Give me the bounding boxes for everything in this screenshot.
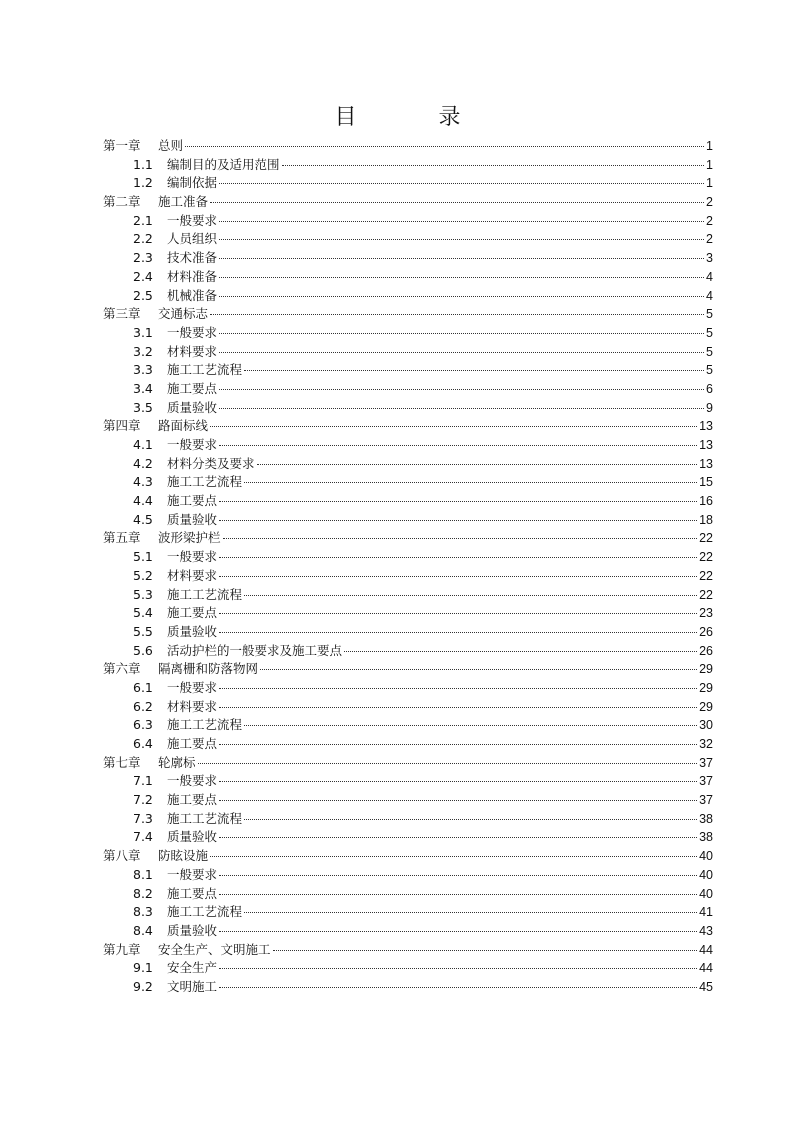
toc-entry-label: 施工要点 <box>167 380 218 396</box>
toc-entry-number: 6.1 <box>133 679 153 695</box>
toc-page-number: 22 <box>699 550 713 565</box>
toc-entry-label: 施工工艺流程 <box>167 717 243 733</box>
toc-entry-number: 4.1 <box>133 437 153 452</box>
toc-dot-leader <box>257 463 698 465</box>
toc-entry-number: 7.2 <box>133 792 153 808</box>
toc-page-number: 1 <box>706 157 713 172</box>
toc-section-entry[interactable] <box>103 249 713 268</box>
table-of-contents <box>103 137 713 997</box>
toc-entry-number: 第三章 <box>103 306 141 322</box>
toc-dot-leader <box>219 556 697 558</box>
toc-section-entry[interactable] <box>103 642 713 661</box>
toc-entry-label: 施工工艺流程 <box>167 904 243 920</box>
toc-page-number: 44 <box>699 942 713 957</box>
toc-page-number: 40 <box>699 867 713 882</box>
toc-page-number: 2 <box>706 213 713 228</box>
toc-section-entry[interactable] <box>103 268 713 287</box>
toc-entry-label: 一般要求 <box>167 324 218 340</box>
toc-chapter-entry[interactable] <box>103 193 713 212</box>
toc-dot-leader <box>282 164 705 166</box>
toc-page-number: 13 <box>699 419 713 434</box>
toc-entry-label: 施工要点 <box>167 885 218 901</box>
toc-entry-label: 质量验收 <box>167 829 218 845</box>
toc-section-entry[interactable] <box>103 212 713 231</box>
toc-dot-leader <box>244 724 697 726</box>
toc-entry-label: 路面标线 <box>158 418 209 434</box>
toc-dot-leader <box>219 575 697 577</box>
toc-page-number: 37 <box>699 793 713 808</box>
toc-page-number: 22 <box>699 587 713 602</box>
toc-dot-leader <box>273 949 698 951</box>
toc-entry-number: 第一章 <box>103 138 141 153</box>
toc-dot-leader <box>219 874 697 876</box>
toc-page-number: 5 <box>706 325 713 340</box>
toc-entry-label: 隔离栅和防落物网 <box>158 661 259 677</box>
toc-entry-number: 5.1 <box>133 549 153 565</box>
toc-entry-number: 2.5 <box>133 287 153 303</box>
toc-entry-number: 第八章 <box>103 848 141 864</box>
toc-dot-leader <box>219 967 697 969</box>
toc-entry-label: 施工工艺流程 <box>167 474 243 490</box>
toc-page-number: 43 <box>699 923 713 938</box>
toc-page-number: 40 <box>699 849 713 864</box>
toc-dot-leader <box>219 388 704 390</box>
toc-page-number: 2 <box>706 195 713 210</box>
toc-section-entry[interactable] <box>103 866 713 885</box>
toc-page-number: 22 <box>699 531 713 546</box>
toc-page-number: 26 <box>699 624 713 639</box>
toc-entry-label: 防眩设施 <box>158 848 209 864</box>
toc-section-entry[interactable] <box>103 828 713 847</box>
toc-entry-label: 轮廓标 <box>158 754 196 770</box>
toc-entry-label: 施工要点 <box>167 736 218 751</box>
toc-page-number: 18 <box>699 512 713 527</box>
toc-dot-leader <box>219 295 704 297</box>
toc-entry-number: 1.2 <box>133 175 153 191</box>
toc-dot-leader <box>260 668 697 670</box>
toc-chapter-entry[interactable] <box>103 137 713 156</box>
toc-dot-leader <box>219 519 697 521</box>
toc-dot-leader <box>219 836 697 838</box>
toc-section-entry[interactable] <box>103 380 713 399</box>
toc-entry-number: 第九章 <box>103 941 141 957</box>
toc-page-number: 37 <box>699 755 713 770</box>
toc-section-entry[interactable] <box>103 698 713 717</box>
toc-page-number: 13 <box>699 456 713 471</box>
toc-entry-number: 第二章 <box>103 194 141 210</box>
toc-entry-label: 编制目的及适用范围 <box>167 156 280 172</box>
toc-title: 目 录 <box>334 105 491 130</box>
toc-entry-label: 技术准备 <box>167 250 218 266</box>
toc-page-number: 5 <box>706 307 713 322</box>
toc-entry-number: 6.3 <box>133 717 153 733</box>
toc-dot-leader <box>244 594 697 596</box>
toc-page-number: 37 <box>699 774 713 789</box>
toc-entry-number: 3.3 <box>133 362 153 378</box>
toc-dot-leader <box>344 650 697 652</box>
toc-entry-number: 6.2 <box>133 698 153 714</box>
toc-entry-number: 4.5 <box>133 511 153 527</box>
toc-entry-number: 7.4 <box>133 829 153 845</box>
toc-dot-leader <box>219 743 697 745</box>
toc-dot-leader <box>219 930 697 932</box>
toc-chapter-entry[interactable] <box>103 660 713 679</box>
toc-entry-number: 6.4 <box>133 736 153 751</box>
toc-entry-number: 2.3 <box>133 250 153 266</box>
toc-entry-label: 质量验收 <box>167 399 218 415</box>
toc-entry-label: 材料要求 <box>167 698 218 714</box>
toc-page-number: 41 <box>699 905 713 920</box>
toc-section-entry[interactable] <box>103 492 713 511</box>
toc-section-entry[interactable] <box>103 548 713 567</box>
toc-entry-label: 一般要求 <box>167 773 218 789</box>
toc-entry-label: 一般要求 <box>167 212 218 228</box>
toc-entry-number: 3.4 <box>133 380 153 396</box>
toc-entry-label: 材料分类及要求 <box>167 455 255 471</box>
toc-dot-leader <box>219 612 697 614</box>
toc-entry-label: 材料要求 <box>167 567 218 583</box>
toc-dot-leader <box>244 481 697 483</box>
toc-section-entry[interactable] <box>103 772 713 791</box>
toc-entry-number: 8.2 <box>133 885 153 901</box>
toc-entry-label: 材料准备 <box>167 268 218 284</box>
toc-dot-leader <box>219 500 697 502</box>
toc-chapter-entry[interactable] <box>103 305 713 324</box>
toc-section-entry[interactable] <box>103 399 713 418</box>
toc-page-number: 38 <box>699 830 713 845</box>
toc-entry-label: 施工要点 <box>167 792 218 808</box>
toc-entry-number: 5.2 <box>133 567 153 583</box>
toc-entry-label: 机械准备 <box>167 287 218 303</box>
toc-dot-leader <box>210 425 697 427</box>
toc-page-number: 16 <box>699 494 713 509</box>
toc-entry-number: 9.1 <box>133 960 153 976</box>
toc-dot-leader <box>219 444 697 446</box>
toc-chapter-entry[interactable] <box>103 529 713 548</box>
toc-dot-leader <box>219 351 704 353</box>
toc-section-entry[interactable] <box>103 361 713 380</box>
toc-section-entry[interactable] <box>103 343 713 362</box>
toc-dot-leader <box>219 706 697 708</box>
toc-entry-label: 安全生产 <box>167 960 218 976</box>
toc-entry-number: 第六章 <box>103 661 141 677</box>
toc-entry-number: 7.1 <box>133 773 153 789</box>
toc-entry-number: 2.2 <box>133 231 153 247</box>
toc-page-number: 30 <box>699 718 713 733</box>
toc-page-number: 13 <box>699 438 713 452</box>
toc-dot-leader <box>219 182 704 184</box>
toc-page-number: 6 <box>706 381 713 396</box>
toc-page-number: 29 <box>699 662 713 677</box>
toc-section-entry[interactable] <box>103 230 713 249</box>
toc-dot-leader <box>210 855 697 857</box>
toc-section-entry[interactable] <box>103 473 713 492</box>
toc-entry-number: 9.2 <box>133 978 153 994</box>
toc-entry-label: 质量验收 <box>167 922 218 938</box>
toc-entry-number: 5.4 <box>133 605 153 621</box>
toc-page-number: 22 <box>699 568 713 583</box>
toc-entry-label: 编制依据 <box>167 175 218 191</box>
toc-dot-leader <box>219 220 704 222</box>
toc-entry-label: 总则 <box>158 138 184 153</box>
toc-entry-label: 一般要求 <box>167 679 218 695</box>
toc-entry-label: 施工工艺流程 <box>167 810 243 826</box>
toc-dot-leader <box>219 407 704 409</box>
toc-dot-leader <box>219 799 697 801</box>
toc-entry-number: 5.5 <box>133 623 153 639</box>
toc-page-number: 45 <box>699 979 713 994</box>
toc-entry-label: 活动护栏的一般要求及施工要点 <box>167 642 343 658</box>
toc-entry-number: 5.6 <box>133 642 153 658</box>
toc-entry-label: 质量验收 <box>167 623 218 639</box>
toc-page-number: 5 <box>706 344 713 359</box>
toc-dot-leader <box>219 238 704 240</box>
toc-entry-number: 2.1 <box>133 212 153 228</box>
toc-entry-number: 8.1 <box>133 866 153 882</box>
toc-page-number: 38 <box>699 811 713 826</box>
toc-entry-number: 第七章 <box>103 754 141 770</box>
toc-dot-leader <box>219 893 697 895</box>
toc-entry-number: 8.3 <box>133 904 153 920</box>
toc-page-number: 44 <box>699 961 713 976</box>
toc-section-entry[interactable] <box>103 604 713 623</box>
toc-dot-leader <box>219 986 697 988</box>
toc-dot-leader <box>219 687 697 689</box>
toc-entry-number: 8.4 <box>133 922 153 938</box>
toc-section-entry[interactable] <box>103 810 713 829</box>
toc-section-entry[interactable] <box>103 324 713 343</box>
toc-section-entry[interactable] <box>103 511 713 530</box>
toc-entry-number: 7.3 <box>133 810 153 826</box>
toc-section-entry[interactable] <box>103 679 713 698</box>
toc-dot-leader <box>210 201 704 203</box>
toc-dot-leader <box>219 276 704 278</box>
toc-section-entry[interactable] <box>103 586 713 605</box>
toc-page-number: 23 <box>699 606 713 621</box>
toc-dot-leader <box>244 911 697 913</box>
toc-entry-number: 2.4 <box>133 268 153 284</box>
toc-page-number: 5 <box>706 363 713 378</box>
toc-entry-label: 交通标志 <box>158 306 209 322</box>
toc-entry-number: 第五章 <box>103 530 141 546</box>
toc-dot-leader <box>244 369 704 371</box>
toc-page-number: 4 <box>706 288 713 303</box>
toc-entry-number: 3.1 <box>133 324 153 340</box>
toc-entry-label: 质量验收 <box>167 511 218 527</box>
toc-page-number: 40 <box>699 886 713 901</box>
toc-entry-number: 4.3 <box>133 474 153 490</box>
toc-entry-label: 施工要点 <box>167 605 218 621</box>
toc-page-number: 2 <box>706 232 713 247</box>
toc-section-entry[interactable] <box>103 287 713 306</box>
toc-entry-number: 3.5 <box>133 399 153 415</box>
toc-chapter-entry[interactable] <box>103 417 713 436</box>
toc-section-entry[interactable] <box>103 903 713 922</box>
toc-entry-label: 施工准备 <box>158 194 209 210</box>
toc-page-number: 32 <box>699 737 713 751</box>
toc-entry-number: 1.1 <box>133 156 153 172</box>
toc-page-number: 15 <box>699 475 713 490</box>
toc-chapter-entry[interactable] <box>103 941 713 960</box>
toc-entry-number: 4.2 <box>133 455 153 471</box>
toc-page-number: 3 <box>706 251 713 266</box>
toc-page-number: 29 <box>699 680 713 695</box>
toc-section-entry[interactable] <box>103 978 713 997</box>
toc-entry-number: 5.3 <box>133 586 153 602</box>
toc-dot-leader <box>219 257 704 259</box>
toc-section-entry[interactable] <box>103 716 713 735</box>
toc-section-entry[interactable] <box>103 623 713 642</box>
toc-entry-label: 施工工艺流程 <box>167 586 243 602</box>
toc-page-number: 1 <box>706 176 713 191</box>
toc-entry-label: 文明施工 <box>167 978 218 994</box>
toc-section-entry[interactable] <box>103 735 713 754</box>
toc-entry-label: 人员组织 <box>167 231 218 247</box>
toc-section-entry[interactable] <box>103 156 713 175</box>
toc-entry-label: 施工工艺流程 <box>167 362 243 378</box>
toc-dot-leader <box>219 780 697 782</box>
toc-page-number: 4 <box>706 269 713 284</box>
toc-chapter-entry[interactable] <box>103 847 713 866</box>
toc-section-entry[interactable] <box>103 922 713 941</box>
toc-entry-label: 施工要点 <box>167 493 218 509</box>
toc-section-entry[interactable] <box>103 455 713 474</box>
toc-dot-leader <box>219 631 697 633</box>
toc-entry-label: 材料要求 <box>167 343 218 359</box>
toc-section-entry[interactable] <box>103 436 713 455</box>
toc-page-number: 29 <box>699 699 713 714</box>
toc-section-entry[interactable] <box>103 885 713 904</box>
toc-dot-leader <box>223 537 698 539</box>
toc-section-entry[interactable] <box>103 567 713 586</box>
toc-page-number: 9 <box>706 400 713 415</box>
toc-section-entry[interactable] <box>103 174 713 193</box>
toc-section-entry[interactable] <box>103 791 713 810</box>
toc-entry-label: 一般要求 <box>167 437 218 452</box>
toc-entry-label: 安全生产、文明施工 <box>158 941 271 957</box>
toc-entry-label: 一般要求 <box>167 549 218 565</box>
toc-section-entry[interactable] <box>103 959 713 978</box>
toc-page-number: 26 <box>699 643 713 658</box>
toc-entry-label: 波形梁护栏 <box>158 530 221 546</box>
toc-dot-leader <box>185 145 704 147</box>
toc-dot-leader <box>198 762 698 764</box>
toc-dot-leader <box>210 313 704 315</box>
toc-chapter-entry[interactable] <box>103 754 713 773</box>
toc-entry-number: 3.2 <box>133 343 153 359</box>
toc-entry-number: 4.4 <box>133 493 153 509</box>
toc-entry-number: 第四章 <box>103 418 141 434</box>
toc-dot-leader <box>219 332 704 334</box>
toc-page-number: 1 <box>706 139 713 153</box>
toc-entry-label: 一般要求 <box>167 866 218 882</box>
toc-dot-leader <box>244 818 697 820</box>
